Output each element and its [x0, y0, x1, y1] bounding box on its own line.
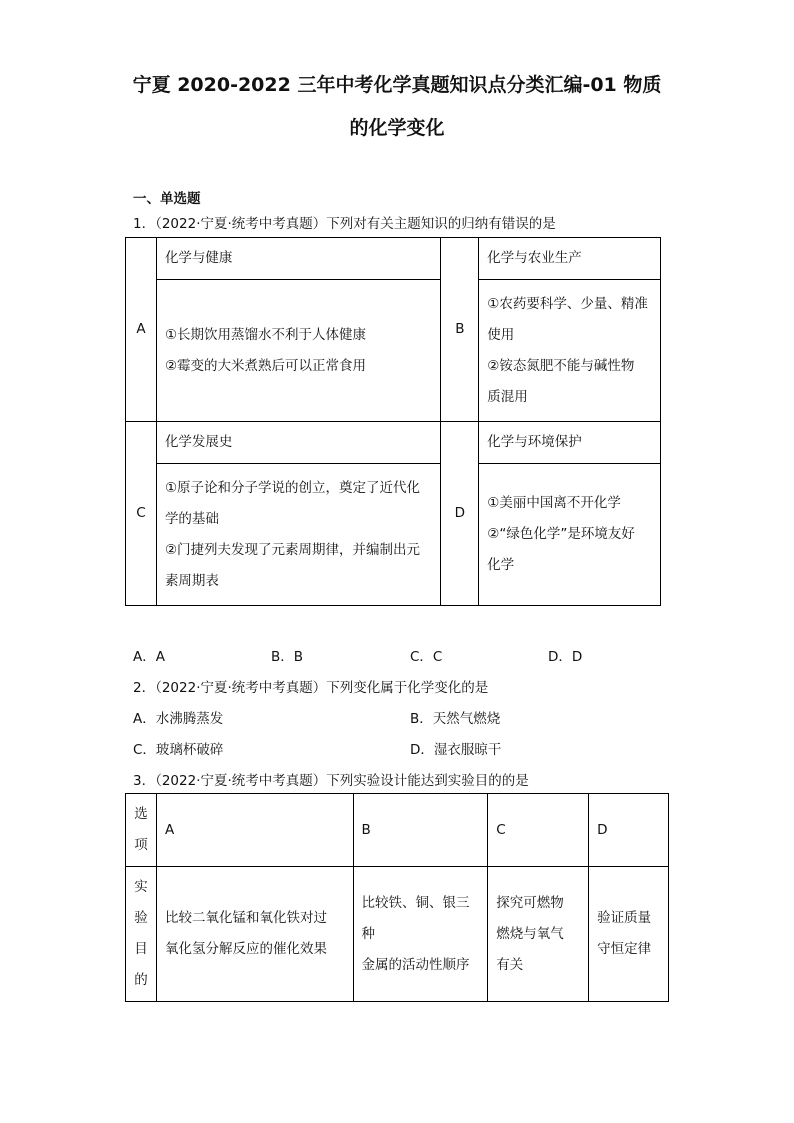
q1-label-d: D	[441, 422, 479, 606]
q1-d-item: 化学	[487, 557, 515, 573]
q1-label-b: B	[441, 238, 479, 422]
q1-content-c	[156, 464, 440, 606]
q1-d-item: ②“绿色化学”是环境友好	[487, 526, 635, 542]
q1-heading-b: 化学与农业生产	[479, 238, 661, 280]
q1-option-c[interactable]: C．C	[410, 649, 443, 665]
q1-c-item: 素周期表	[164, 572, 219, 589]
q3-header-b: B	[353, 794, 488, 867]
q3-header-option: 选 项	[126, 794, 157, 867]
section-heading: 一、单选题	[133, 191, 201, 207]
q1-b-item: 质混用	[487, 388, 528, 405]
q1-c-item: ①原子论和分子学说的创立，奠定了近代化	[164, 479, 421, 496]
document-title-line1: 宁夏 2020-2022 三年中考化学真题知识点分类汇编-01 物质	[132, 74, 662, 96]
q2-option-a[interactable]: A．水沸腾蒸发	[133, 711, 224, 727]
q1-b-item: 使用	[487, 326, 515, 343]
q1-content-b	[479, 280, 661, 422]
q1-option-d[interactable]: D．D	[548, 649, 583, 665]
q1-content-d	[479, 464, 661, 606]
q1-heading-a: 化学与健康	[156, 238, 440, 280]
q1-stem: 1．（2022·宁夏·统考中考真题）下列对有关主题知识的归纳有错误的是	[133, 216, 556, 232]
q2-option-d[interactable]: D．湿衣服晾干	[410, 742, 502, 758]
q1-heading-d: 化学与环境保护	[479, 422, 661, 464]
q3-stem: 3．（2022·宁夏·统考中考真题）下列实验设计能达到实验目的的是	[133, 773, 529, 789]
q1-label-a: A	[126, 238, 157, 422]
q1-option-b[interactable]: B．B	[271, 649, 304, 665]
q3-table	[125, 793, 669, 1002]
q3-header-c: C	[488, 794, 589, 867]
q1-b-item: ①农药要科学、少量、精准	[487, 295, 648, 312]
q1-d-item: ①美丽中国离不开化学	[487, 495, 621, 511]
q3-cell-a: 比较二氧化锰和氧化铁对过 氧化氢分解反应的催化效果	[156, 867, 353, 1002]
q3-cell-d: 验证质量 守恒定律	[589, 867, 669, 1002]
q3-cell-c: 探究可燃物 燃烧与氧气 有关	[488, 867, 589, 1002]
q2-option-b[interactable]: B．天然气燃烧	[410, 711, 501, 727]
q3-header-a: A	[156, 794, 353, 867]
q1-content-a	[156, 280, 440, 422]
q1-option-a[interactable]: A．A	[133, 649, 165, 665]
q1-b-item: ②铵态氮肥不能与碱性物	[487, 357, 635, 374]
q1-heading-c: 化学发展史	[156, 422, 440, 464]
q1-a-item: ①长期饮用蒸馏水不利于人体健康	[164, 326, 367, 343]
q2-stem: 2．（2022·宁夏·统考中考真题）下列变化属于化学变化的是	[133, 680, 489, 696]
q3-row-label: 实 验 目 的	[126, 867, 157, 1002]
q2-option-c[interactable]: C．玻璃杯破碎	[133, 742, 224, 758]
q1-label-c: C	[126, 422, 157, 606]
q3-header-d: D	[589, 794, 669, 867]
q3-cell-b: 比较铁、铜、银三种 金属的活动性顺序	[353, 867, 488, 1002]
q1-table	[125, 237, 661, 606]
q1-a-item: ②霉变的大米煮熟后可以正常食用	[164, 357, 367, 374]
document-title-line2: 的化学变化	[349, 117, 445, 139]
q1-c-item: 学的基础	[164, 510, 219, 527]
q1-c-item: ②门捷列夫发现了元素周期律，并编制出元	[164, 541, 421, 558]
